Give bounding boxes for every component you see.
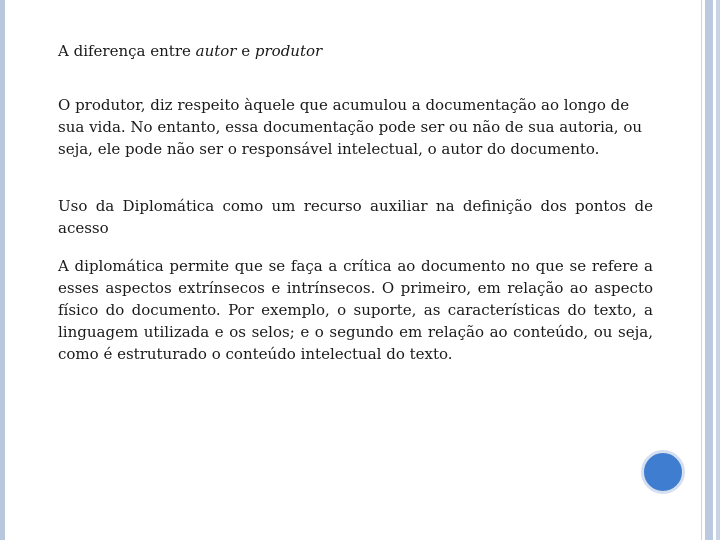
right-decorative-bar-outer bbox=[716, 0, 720, 540]
right-decorative-bar-inner bbox=[705, 0, 713, 540]
heading-autor-produtor bbox=[58, 40, 653, 62]
heading-term-autor: autor bbox=[195, 42, 237, 60]
heading-prefix: A diferença entre bbox=[58, 42, 196, 60]
decorative-circle-icon bbox=[641, 450, 685, 494]
heading-diplomatica: Uso da Diplomática como um recurso auxiliar na definição dos pontos de acesso bbox=[58, 197, 653, 237]
slide-content bbox=[58, 40, 653, 365]
left-decorative-bar bbox=[0, 0, 5, 540]
heading-middle: e bbox=[236, 42, 255, 60]
paragraph-diplomatica: A diplomática permite que se faça a crítica ao documento no que se refere a esses aspectos extrínsecos e intrínsecos. O primeiro, em relação ao aspecto físico do documento. Por exemplo, o suporte, as características do texto, a linguagem utilizada e os selos; e o segundo em relação ao conteúdo, ou seja, como é estruturado o conteúdo intelectual do texto. bbox=[58, 257, 653, 363]
right-decorative-thin-line bbox=[701, 0, 702, 540]
paragraph-produtor: O produtor, diz respeito àquele que acumulou a documentação ao longo de sua vida. No entanto, essa documentação pode ser ou não de sua autoria, ou seja, ele pode não ser o responsável intelectual, o autor do documento. bbox=[58, 96, 643, 158]
heading-term-produtor: produtor bbox=[254, 42, 323, 60]
